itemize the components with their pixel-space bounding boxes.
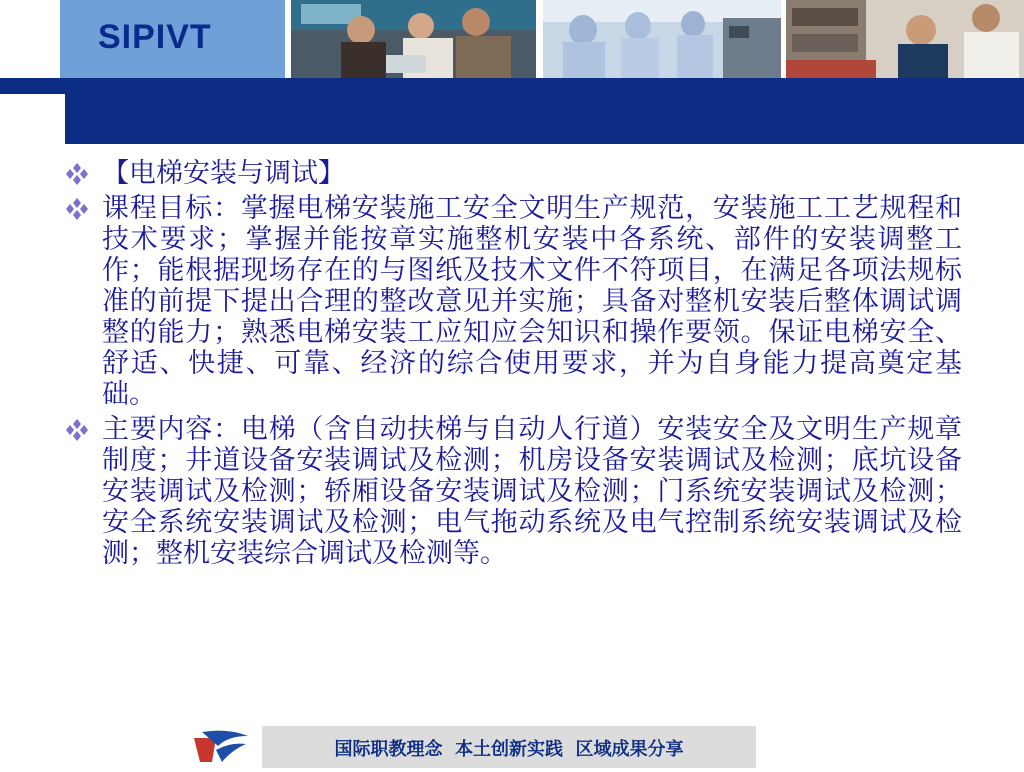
bullet-text: 主要内容：电梯（含自动扶梯与自动人行道）安装安全及文明生产规章制度；井道设备安装调试及检测；机房设备安装调试及检测；底坑设备安装调试及检测；轿厢设备安装调试及检测；门系统安装调试及检测；安全系统安装调试及检测；电气拖动系统及电气控制系统安装调试及检测；整机安装综合调试及检测等。 <box>102 414 962 569</box>
cleanroom-photo <box>543 0 781 78</box>
diamond-bullet-icon <box>64 162 90 186</box>
footer-slogan: 国际职教理念 本土创新实践 区域成果分享 <box>334 739 684 760</box>
bullet-course-objectives <box>62 193 962 410</box>
header-left-gap <box>0 0 60 78</box>
diamond-bullet-icon <box>64 418 90 442</box>
diamond-bullet-icon <box>64 197 90 221</box>
header-stripe <box>0 78 1024 94</box>
slide-body <box>62 158 962 573</box>
footer-slogan-box <box>262 726 756 768</box>
brand-logo-text: SIPIVT <box>98 18 212 56</box>
bullet-text: 课程目标：掌握电梯安装施工安全文明生产规范，安装施工工艺规程和技术要求；掌握并能按章实施整机安装中各系统、部件的安装调整工作；能根据现场存在的与图纸及技术文件不符项目，在满足各项法规标准的前提下提出合理的整改意见并实施；具备对整机安装后整体调试调整的能力；熟悉电梯安装工应知应会知识和操作要领。保证电梯安全、舒适、快捷、可靠、经济的综合使用要求，并为自身能力提高奠定基础。 <box>102 193 962 410</box>
bullet-text: 【电梯安装与调试】 <box>102 158 345 189</box>
bullet-main-content <box>62 414 962 569</box>
footer-logo-icon <box>188 728 250 768</box>
header-left-notch <box>0 94 65 144</box>
computer-lab-photo <box>786 0 1024 78</box>
students-lab-photo <box>291 0 536 78</box>
bullet-course-title <box>62 158 962 189</box>
title-bar <box>65 94 1024 144</box>
